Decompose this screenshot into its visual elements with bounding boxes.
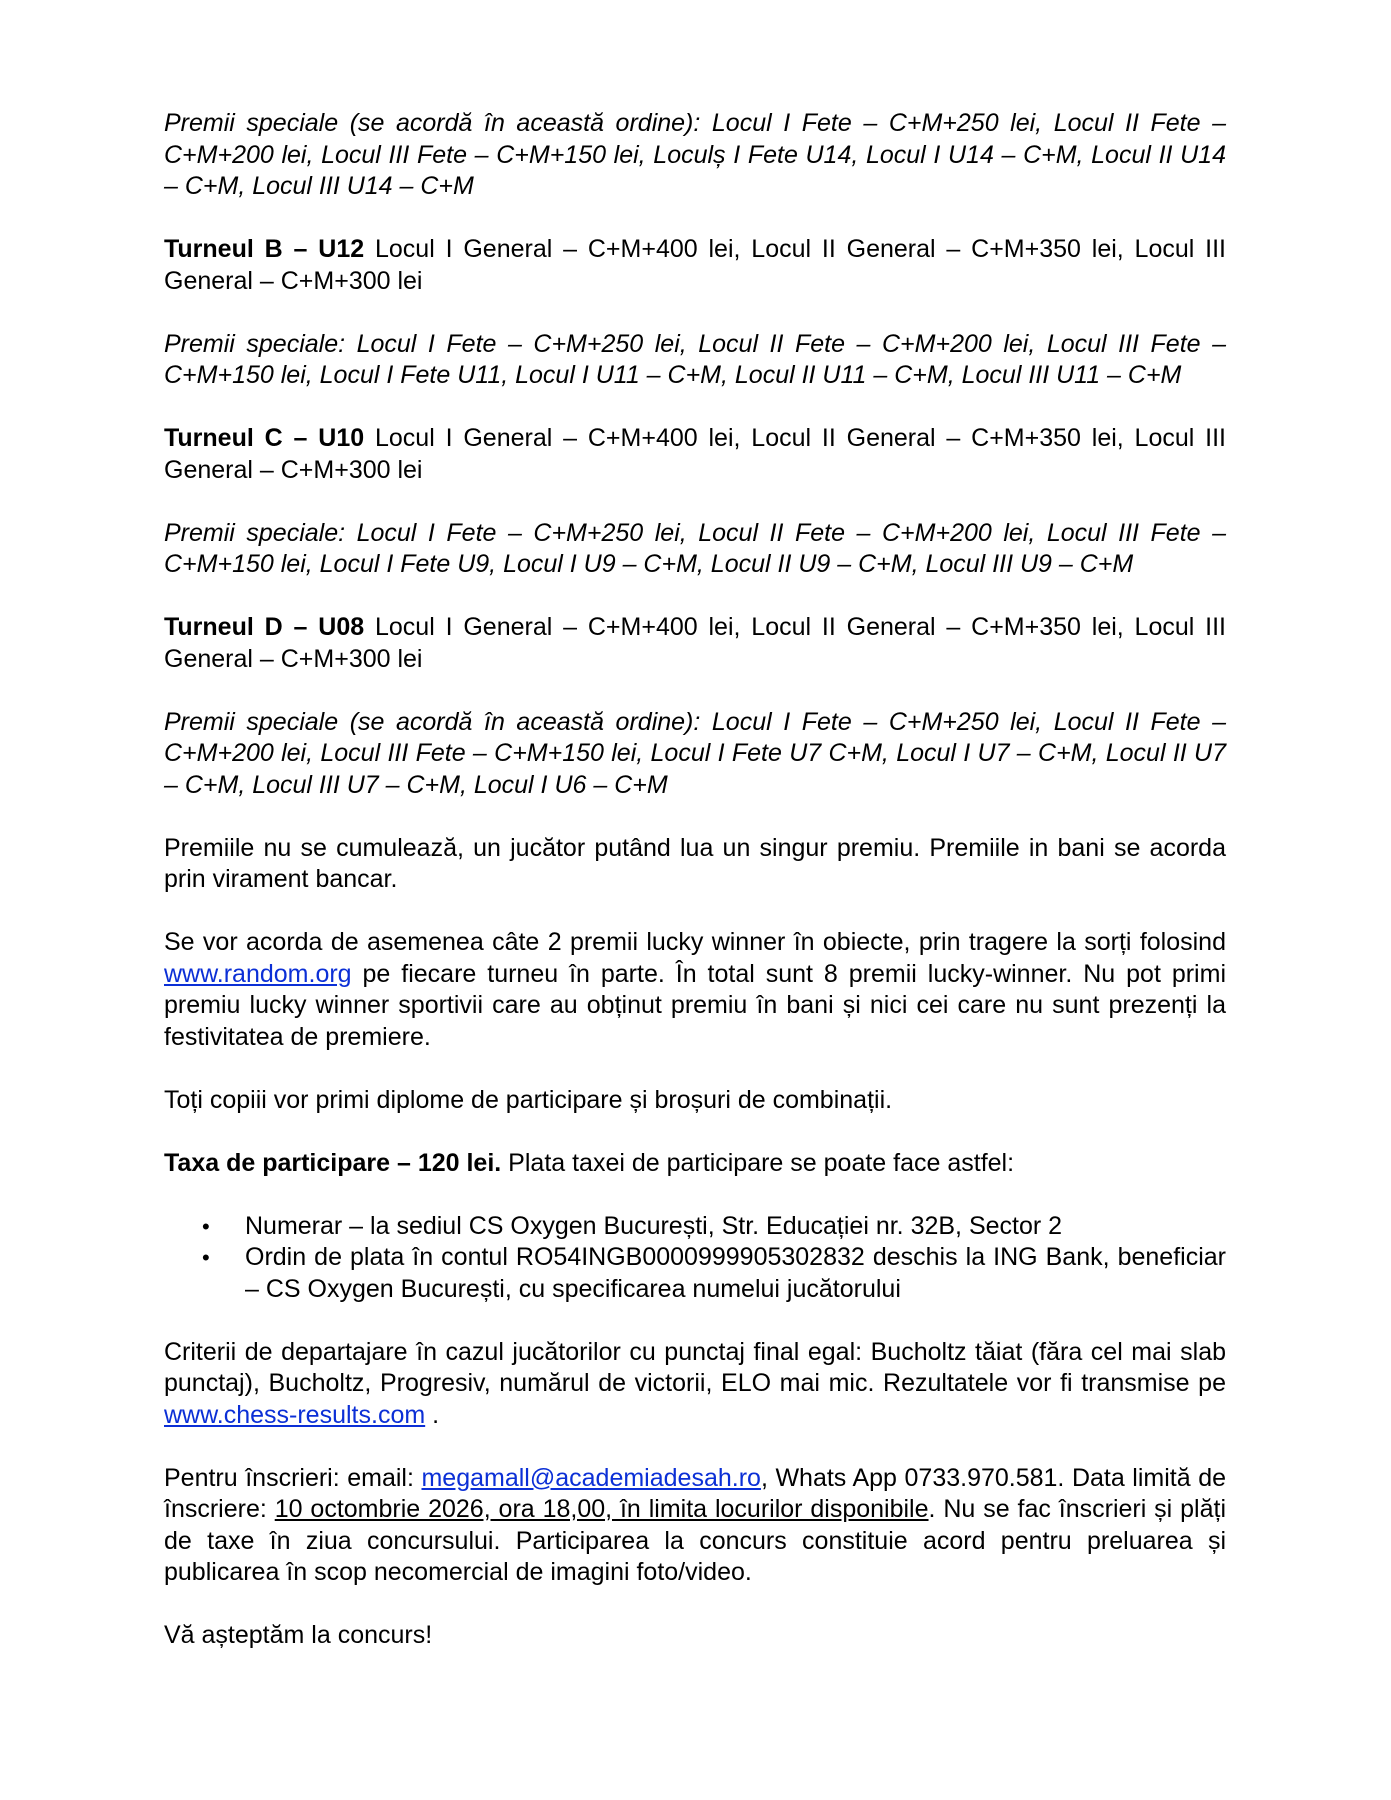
document-page — [164, 108, 1226, 1683]
prizes-cumulation-note: Premiile nu se cumulează, un jucător putând lua un singur premiu. Premiile in bani se acorda prin virament bancar. — [164, 833, 1226, 893]
lucky-winner-paragraph — [164, 927, 1226, 1053]
list-item — [164, 1242, 1226, 1305]
tiebreak-paragraph — [164, 1337, 1226, 1432]
chess-results-link[interactable]: www.chess-results.com — [164, 1400, 426, 1429]
tournament-c-heading: Turneul C – U10 — [164, 424, 365, 452]
fee-heading: Taxa de participare – 120 lei. — [164, 1148, 502, 1177]
special-prizes-b: Premii speciale: Locul I Fete – C+M+250 lei, Locul II Fete – C+M+200 lei, Locul III Fete – C+M+150 lei, Locul I Fete U11, Locul I U11 – C+M, Locul II U11 – C+M, Locul III U11 – C+M — [164, 329, 1226, 389]
diplomas-paragraph: Toți copiii vor primi diplome de participare și broșuri de combinații. — [164, 1085, 893, 1114]
special-prizes-d: Premii speciale (se acordă în această ordine): Locul I Fete – C+M+250 lei, Locul II Fete – C+M+200 lei, Locul III Fete – C+M+150 lei, Locul I Fete U7 C+M, Locul I U7 – C+M, Locul II U7 – C+M, Locul III U7 – C+M, Locul I U6 – C+M — [164, 707, 1226, 799]
registration-email-link[interactable]: megamall@academiadesah.ro — [421, 1463, 761, 1492]
registration-text-3: . Nu se fac înscrieri și plăți de taxe în ziua concursului. Participarea la concurs constituie acord pentru preluarea și publicarea în scop necomercial de imagini foto/video. — [164, 1495, 1226, 1586]
random-org-link[interactable]: www.random.org — [164, 959, 352, 988]
tiebreak-text-1: Criterii de departajare în cazul jucătorilor cu punctaj final egal: Bucholtz tăiat (făra cel mai slab punctaj), Bucholtz, Progresiv, numărul de victorii, ELO mai mic. Rezultatele vor fi transmise pe — [164, 1337, 1226, 1397]
lucky-winner-text-1: Se vor acorda de asemenea câte 2 premii lucky winner în obiecte, prin tragere la sorți folosind — [164, 928, 1226, 956]
registration-deadline: 10 octombrie 2026, ora 18,00, în limita locurilor disponibile — [274, 1495, 929, 1523]
closing-line: Vă așteptăm la concurs! — [164, 1621, 433, 1649]
registration-paragraph — [164, 1463, 1226, 1589]
payment-transfer-text: Ordin de plata în contul RO54INGB0000999905302832 deschis la ING Bank, beneficiar – CS Oxygen București, cu specificarea numelui jucătorului — [245, 1243, 1226, 1303]
tournament-d-heading: Turneul D – U08 — [164, 613, 365, 641]
tournament-d-text: Locul I General – C+M+400 lei, Locul II General – C+M+350 lei, Locul III General – C+M+300 lei — [164, 613, 1226, 673]
bullet-icon: • — [202, 1213, 210, 1239]
tiebreak-text-2: . — [425, 1400, 440, 1429]
tournament-b-prizes — [164, 234, 1226, 297]
tournament-c-text: Locul I General – C+M+400 lei, Locul II General – C+M+350 lei, Locul III General – C+M+300 lei — [164, 424, 1226, 484]
lucky-winner-text-2: pe fiecare turneu în parte. În total sunt 8 premii lucky-winner. Nu pot primi premiu lucky winner sportivii care au obținut premiu în bani și nici cei care nu sunt prezenți la festivitatea de premiere. — [164, 959, 1226, 1051]
registration-text-1: Pentru înscrieri: email: — [164, 1463, 422, 1492]
tournament-d-prizes — [164, 612, 1226, 675]
registration-text-2: , Whats App 0733.970.581. Data limită de înscriere: — [164, 1463, 1227, 1523]
tournament-b-text: Locul I General – C+M+400 lei, Locul II General – C+M+350 lei, Locul III General – C+M+300 lei — [164, 235, 1226, 295]
special-prizes-c: Premii speciale: Locul I Fete – C+M+250 lei, Locul II Fete – C+M+200 lei, Locul III Fete – C+M+150 lei, Locul I Fete U9, Locul I U9 – C+M, Locul II U9 – C+M, Locul III U9 – C+M — [164, 518, 1226, 578]
bullet-icon: • — [202, 1245, 210, 1270]
fee-text: Plata taxei de participare se poate face astfel: — [501, 1148, 1015, 1177]
tournament-c-prizes — [164, 423, 1226, 486]
special-prizes-a: Premii speciale (se acordă în această ordine): Locul I Fete – C+M+250 lei, Locul II Fete – C+M+200 lei, Locul III Fete – C+M+150 lei, Loculș I Fete U14, Locul I U14 – C+M, Locul II U14 – C+M, Locul III U14 – C+M — [164, 109, 1226, 200]
fee-paragraph — [164, 1148, 1226, 1180]
tournament-b-heading: Turneul B – U12 — [164, 235, 365, 263]
list-item — [164, 1211, 1226, 1243]
payment-methods-list — [164, 1211, 1226, 1306]
payment-cash-text: Numerar – la sediul CS Oxygen București, Str. Educației nr. 32B, Sector 2 — [245, 1211, 1063, 1240]
